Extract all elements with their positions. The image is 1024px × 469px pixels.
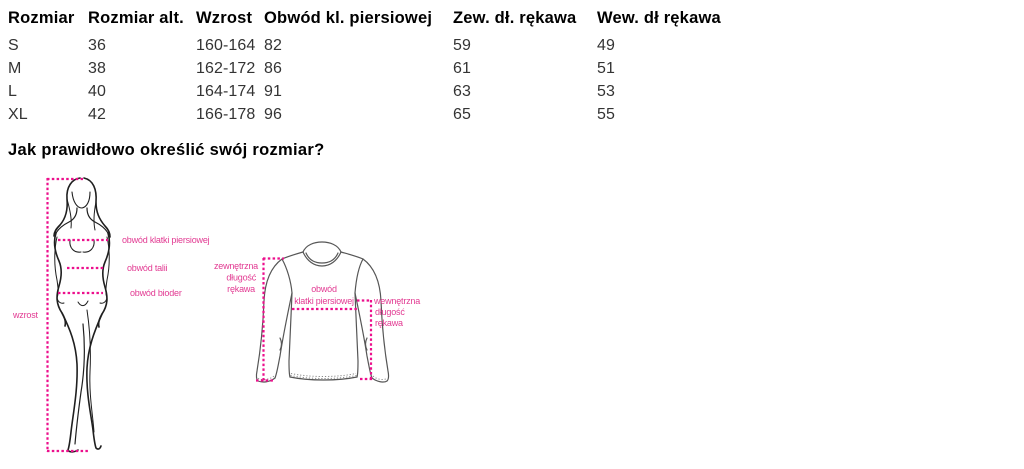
outer-sleeve-label-line2: długość — [226, 272, 256, 283]
figure-measure-lines — [47, 178, 108, 452]
shirt-chest-label-line1: obwód — [311, 284, 337, 294]
hem-stipple — [291, 374, 356, 377]
cell-size: L — [8, 82, 17, 100]
cell-inner-sleeve: 49 — [597, 36, 615, 54]
section-heading: Jak prawidłowo określić swój rozmiar? — [8, 141, 325, 159]
cell-outer-sleeve: 63 — [453, 82, 471, 100]
cell-outer-sleeve: 59 — [453, 36, 471, 54]
size-table-header-row — [8, 9, 777, 34]
cell-height: 160-164 — [196, 36, 256, 54]
cell-chest: 86 — [264, 59, 282, 77]
size-row-xl — [8, 103, 777, 126]
cell-size: S — [8, 36, 19, 54]
chest-label: obwód klatki piersiowej — [122, 235, 210, 245]
cell-inner-sleeve: 53 — [597, 82, 615, 100]
cell-size-alt: 36 — [88, 36, 106, 54]
cell-inner-sleeve: 51 — [597, 59, 615, 77]
col-header-obwod: Obwód kl. piersiowej — [264, 9, 433, 27]
outer-sleeve-label-line1: zewnętrzna — [213, 261, 258, 271]
col-header-wzrost: Wzrost — [196, 9, 253, 27]
col-header-zew-rekaw: Zew. dł. rękawa — [453, 9, 577, 27]
cell-size-alt: 38 — [88, 59, 106, 77]
cell-outer-sleeve: 61 — [453, 59, 471, 77]
cell-chest: 82 — [264, 36, 282, 54]
cell-inner-sleeve: 55 — [597, 105, 615, 123]
outer-sleeve-label-line3: rękawa — [227, 284, 255, 294]
cell-chest: 91 — [264, 82, 282, 100]
shirt-chest-label-line2: klatki piersiowej — [294, 296, 354, 306]
col-header-wew-rekaw: Wew. dł rękawa — [597, 9, 721, 27]
cell-height: 164-174 — [196, 82, 256, 100]
col-header-rozmiar-alt: Rozmiar alt. — [88, 9, 184, 27]
size-row-l — [8, 80, 777, 103]
female-figure-illustration — [54, 178, 110, 452]
size-guide-diagram — [0, 165, 1024, 469]
size-row-s — [8, 34, 777, 57]
shirt-measure-labels — [214, 261, 420, 328]
inner-sleeve-label-line1: wewnętrzna — [374, 296, 421, 306]
cuff-stipple — [258, 376, 274, 380]
col-header-rozmiar: Rozmiar — [8, 9, 75, 27]
inner-sleeve-label-line3: rękawa — [375, 318, 403, 328]
hem-stipple — [291, 376, 357, 379]
size-table — [8, 9, 777, 126]
cell-size-alt: 42 — [88, 105, 106, 123]
cuff-stipple — [373, 376, 387, 380]
cell-chest: 96 — [264, 105, 282, 123]
shirt-illustration — [256, 242, 388, 382]
figure-measure-labels — [12, 235, 210, 320]
cell-size: M — [8, 59, 22, 77]
size-row-m — [8, 57, 777, 80]
cell-height: 162-172 — [196, 59, 256, 77]
cell-height: 166-178 — [196, 105, 256, 123]
inner-sleeve-label-line2: długość — [375, 307, 405, 317]
cell-size-alt: 40 — [88, 82, 106, 100]
cell-outer-sleeve: 65 — [453, 105, 471, 123]
waist-label: obwód talii — [127, 263, 168, 273]
hips-label: obwód bioder — [130, 288, 182, 298]
cell-size: XL — [8, 105, 28, 123]
height-label: wzrost — [13, 310, 38, 320]
